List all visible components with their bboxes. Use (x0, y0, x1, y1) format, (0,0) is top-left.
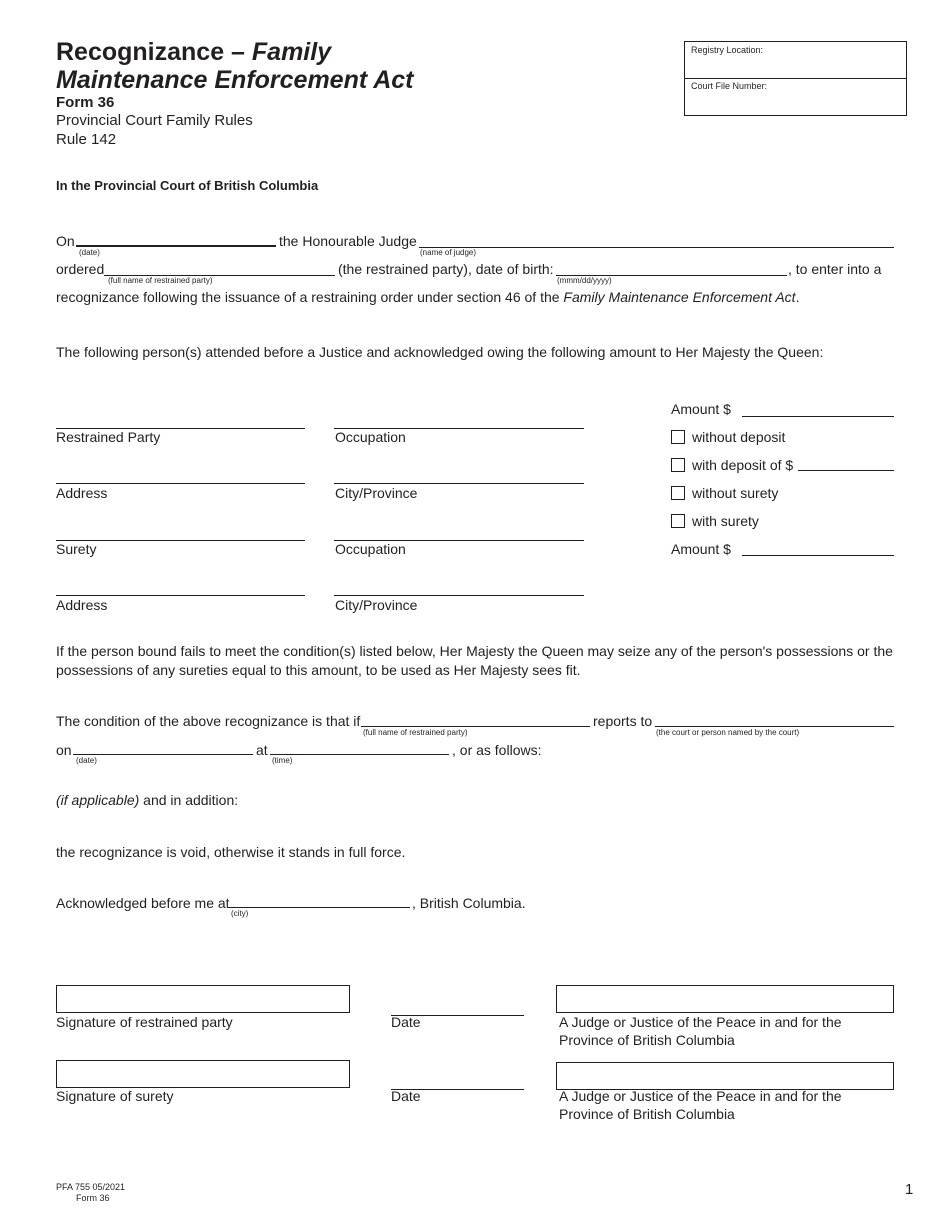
city-province-2-label: City/Province (335, 597, 418, 613)
reports-to-label: reports to (593, 713, 653, 729)
order-date-input[interactable] (78, 231, 274, 247)
city-province-2-line (334, 595, 584, 596)
form-title-plain: Recognizance – (56, 38, 252, 66)
judge-label-1-line-2: Province of British Columbia (559, 1032, 735, 1048)
address-1-label: Address (56, 485, 108, 501)
amount-2-label: Amount $ (671, 541, 731, 557)
restrained-party-dob-label: (the restrained party), date of birth: (338, 261, 554, 277)
condition-time-input[interactable] (272, 739, 447, 755)
judge-name-hint: (name of judge) (420, 248, 477, 257)
form-title-line-2 (56, 66, 413, 94)
reports-to-input[interactable] (657, 711, 891, 727)
registry-location-label: Registry Location: (691, 45, 764, 55)
restrained-party-name-input[interactable] (106, 260, 332, 276)
surety-label: Surety (56, 541, 97, 557)
city-province-2-input[interactable] (336, 578, 582, 594)
occupation-2-input[interactable] (336, 523, 582, 539)
recognizance-statement (56, 289, 799, 306)
date-hint: (date) (79, 248, 100, 257)
restrained-party-name-hint: (full name of restrained party) (108, 276, 213, 285)
registry-box-divider (685, 78, 906, 79)
occupation-2-label: Occupation (335, 541, 406, 557)
on-label: On (56, 233, 75, 249)
form-title-line-1 (56, 38, 331, 66)
deposit-amount-input[interactable] (800, 454, 892, 470)
british-columbia-label: , British Columbia. (412, 895, 526, 911)
condition-date-input[interactable] (75, 739, 251, 755)
form-number: Form 36 (56, 94, 115, 111)
condition-on-label: on (56, 742, 72, 758)
condition-date-hint: (date) (76, 756, 97, 765)
address-2-line (56, 595, 305, 596)
judge-signature-box-2[interactable] (556, 1062, 894, 1090)
with-surety-label: with surety (692, 513, 759, 529)
city-province-1-line (334, 483, 584, 484)
ordered-label: ordered (56, 261, 105, 277)
acknowledged-city-hint: (city) (231, 909, 249, 918)
surety-signature-label: Signature of surety (56, 1088, 174, 1104)
judge-label-2-line-2: Province of British Columbia (559, 1106, 735, 1122)
without-surety-label: without surety (692, 485, 779, 501)
restrained-party-signature-label: Signature of restrained party (56, 1014, 233, 1030)
applicable-text (56, 792, 238, 809)
footer-form: Form 36 (76, 1193, 110, 1203)
occupation-1-input[interactable] (336, 411, 582, 427)
condition-at-label: at (256, 742, 268, 758)
court-name: In the Provincial Court of British Columbia (56, 178, 319, 193)
deposit-amount-line (798, 470, 894, 471)
with-deposit-label: with deposit of $ (692, 457, 794, 473)
applicable-rest: and in addition: (139, 792, 239, 808)
amount-1-label: Amount $ (671, 401, 731, 417)
date-2-label: Date (391, 1088, 421, 1104)
registry-location-input[interactable] (690, 58, 900, 74)
amount-2-line (742, 555, 894, 556)
judge-signature-box-1[interactable] (556, 985, 894, 1013)
rule-number: Rule 142 (56, 131, 117, 148)
date-1-input[interactable] (393, 998, 522, 1014)
city-province-1-input[interactable] (336, 466, 582, 482)
with-deposit-checkbox[interactable] (671, 458, 685, 472)
surety-signature-box[interactable] (56, 1060, 350, 1088)
court-file-number-input[interactable] (690, 95, 900, 111)
acknowledged-label: Acknowledged before me at (56, 895, 230, 911)
forfeit-text-line-1: If the person bound fails to meet the condition(s) listed below, Her Majesty the Queen may seize any of the person's possessions or the (56, 643, 893, 659)
court-file-number-label: Court File Number: (691, 81, 768, 91)
surety-input[interactable] (58, 523, 303, 539)
dob-hint: (mmm/dd/yyyy) (557, 276, 612, 285)
enter-into-label: , to enter into a (788, 261, 882, 277)
as-follows-label: , or as follows: (452, 742, 542, 758)
void-text: the recognizance is void, otherwise it stands in full force. (56, 844, 406, 860)
without-deposit-label: without deposit (692, 429, 786, 445)
recognizance-statement-plain: recognizance following the issuance of a restraining order under section 46 of the (56, 289, 564, 305)
dob-input[interactable] (558, 260, 784, 276)
restrained-party-label: Restrained Party (56, 429, 161, 445)
condition-name-input[interactable] (363, 711, 587, 727)
judge-label-2-line-1: A Judge or Justice of the Peace in and for the (559, 1088, 842, 1104)
date-1-label: Date (391, 1014, 421, 1030)
occupation-1-label: Occupation (335, 429, 406, 445)
with-surety-checkbox[interactable] (671, 514, 685, 528)
act-name: Family Maintenance Enforcement Act (563, 289, 796, 305)
form-title-italic-2: Maintenance Enforcement Act (56, 66, 414, 94)
judge-name-input[interactable] (421, 232, 891, 248)
amount-1-input[interactable] (744, 400, 892, 416)
amount-1-line (742, 416, 894, 417)
judge-label-1-line-1: A Judge or Justice of the Peace in and for the (559, 1014, 842, 1030)
page-number: 1 (905, 1181, 914, 1198)
city-province-1-label: City/Province (335, 485, 418, 501)
condition-time-hint: (time) (272, 756, 293, 765)
attendance-statement: The following person(s) attended before a Justice and acknowledged owing the following amount to Her Majesty the Queen: (56, 344, 824, 360)
footer-code: PFA 755 05/2021 (56, 1182, 126, 1192)
date-2-input[interactable] (393, 1072, 522, 1088)
rules-name: Provincial Court Family Rules (56, 112, 253, 129)
condition-name-hint: (full name of restrained party) (363, 728, 468, 737)
judge-label: the Honourable Judge (279, 233, 417, 249)
without-deposit-checkbox[interactable] (671, 430, 685, 444)
restrained-party-signature-box[interactable] (56, 985, 350, 1013)
forfeit-text-line-2: possessions of any sureties equal to this amount, to be used as Her Majesty sees fit. (56, 662, 581, 678)
address-1-line (56, 483, 305, 484)
address-2-label: Address (56, 597, 108, 613)
restrained-party-input[interactable] (58, 411, 303, 427)
without-surety-checkbox[interactable] (671, 486, 685, 500)
registry-box (684, 41, 907, 116)
form-title-italic-1: Family (251, 38, 332, 66)
applicable-italic: (if applicable) (56, 792, 140, 808)
acknowledged-city-input[interactable] (231, 892, 408, 908)
address-1-input[interactable] (58, 466, 303, 482)
recognizance-statement-end: . (795, 289, 800, 305)
condition-text: The condition of the above recognizance is that if (56, 713, 361, 729)
reports-to-hint: (the court or person named by the court) (656, 728, 800, 737)
amount-2-input[interactable] (744, 539, 892, 555)
address-2-input[interactable] (58, 578, 303, 594)
